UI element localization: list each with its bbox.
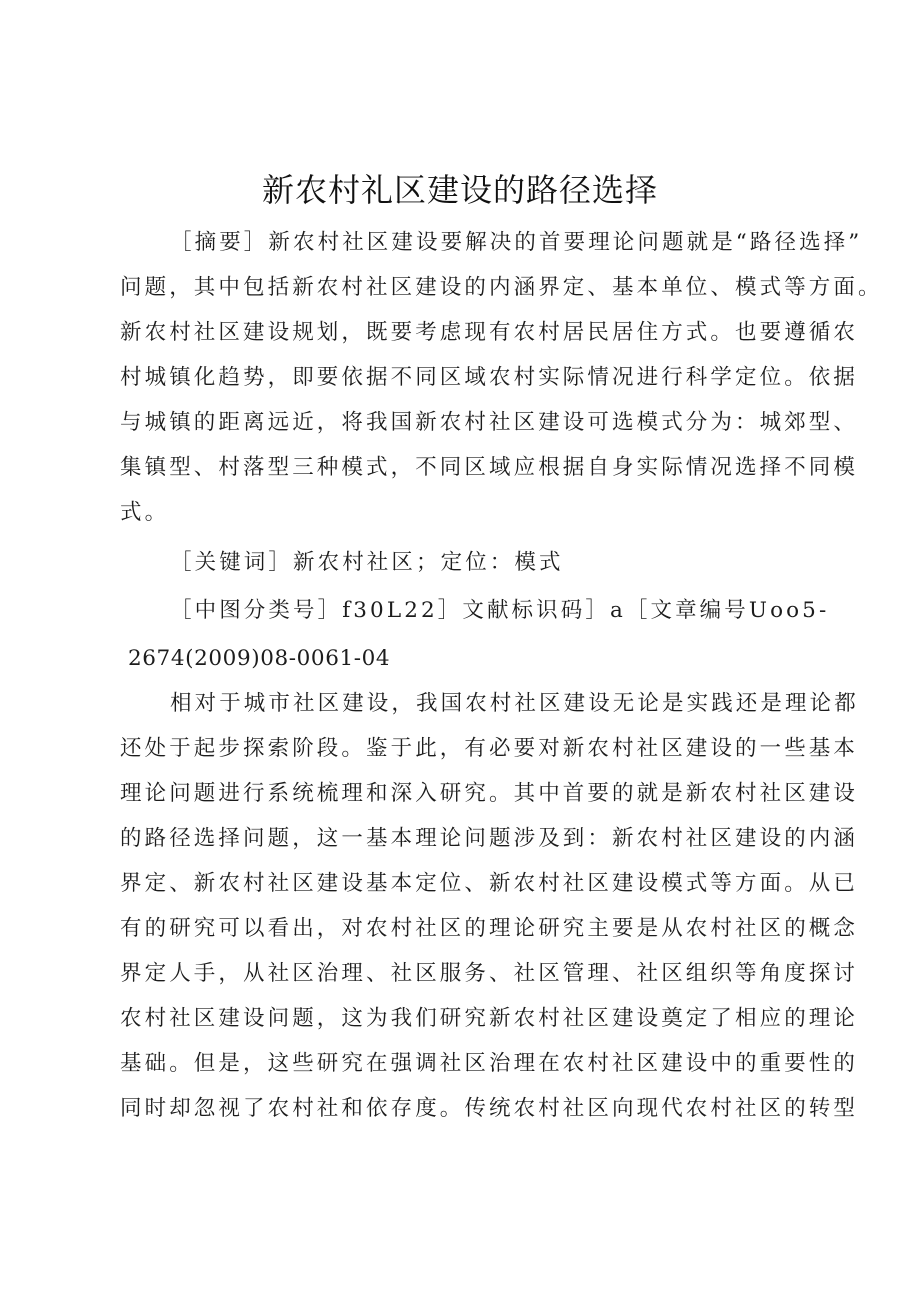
body-line: 界定、新农村社区建设基本定位、新农村社区建设模式等方面。从已 — [120, 871, 859, 896]
abstract-line: 集镇型、村落型三种模式，不同区域应根据自身实际情况选择不同模 — [120, 455, 859, 480]
classification-line: 2674(2009)08-0061-04 — [128, 646, 391, 671]
abstract-line: 新农村社区建设规划，既要考虑现有农村居民居住方式。也要遵循农 — [120, 320, 859, 345]
body-line: 还处于起步探索阶段。鉴于此，有必要对新农村社区建设的一些基本 — [120, 736, 859, 761]
classification-line: ［中图分类号］f30L22］文献标识码］a［文章编号Uoo5- — [170, 598, 830, 623]
abstract-line: 村城镇化趋势，即要依据不同区域农村实际情况进行科学定位。依据 — [120, 365, 859, 390]
abstract-line: ［摘要］新农村社区建设要解决的首要理论问题就是“路径选择” — [170, 230, 863, 255]
body-line: 有的研究可以看出，对农村社区的理论研究主要是从农村社区的概念 — [120, 916, 859, 941]
document-title: 新农村礼区建设的路径选择 — [261, 171, 658, 209]
body-line: 同时却忽视了农村社和依存度。传统农村社区向现代农村社区的转型 — [120, 1096, 859, 1121]
body-line: 相对于城市社区建设，我国农村社区建设无论是实践还是理论都 — [170, 691, 859, 716]
body-line: 理论问题进行系统梳理和深入研究。其中首要的就是新农村社区建设 — [120, 781, 859, 806]
body-line: 农村社区建设问题，这为我们研究新农村社区建设奠定了相应的理论 — [120, 1006, 859, 1031]
body-line: 界定人手，从社区治理、社区服务、社区管理、社区组织等角度探讨 — [120, 961, 859, 986]
body-line: 基础。但是，这些研究在强调社区治理在农村社区建设中的重要性的 — [120, 1051, 859, 1076]
keywords-line: ［关键词］新农村社区；定位：模式 — [170, 550, 564, 575]
abstract-line: 与城镇的距离远近，将我国新农村社区建设可选模式分为：城郊型、 — [120, 410, 859, 435]
abstract-line: 式。 — [120, 500, 170, 525]
abstract-line: 问题，其中包括新农村社区建设的内涵界定、基本单位、模式等方面。 — [120, 275, 883, 300]
body-line: 的路径选择问题，这一基本理论问题涉及到：新农村社区建设的内涵 — [120, 826, 859, 851]
